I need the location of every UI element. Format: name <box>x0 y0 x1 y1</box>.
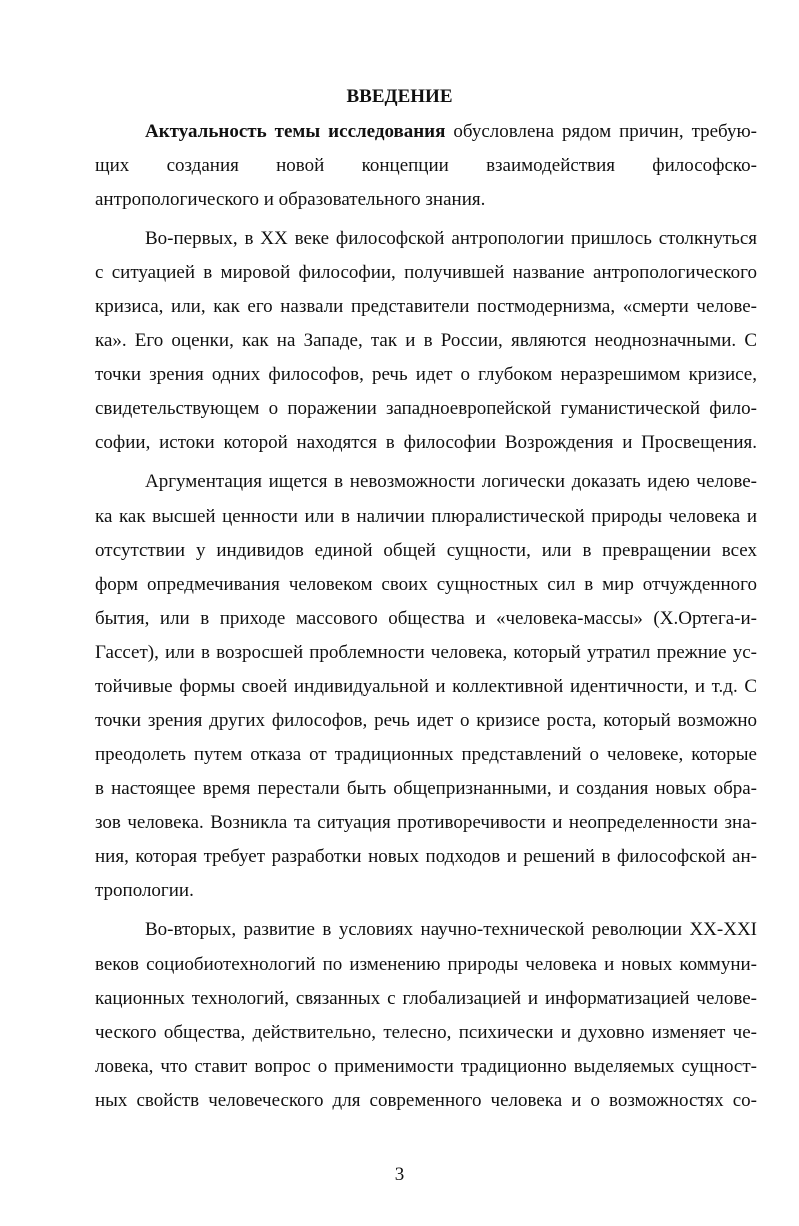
paragraph-1-line-rest: обусловлена рядом причин, требую- <box>445 121 757 142</box>
paragraph-4-line: Во-вторых, развитие в условиях научно-технической революции XX-XXI <box>145 919 757 940</box>
paragraph-4-line: кационных технологий, связанных с глобализацией и информатизацией челове- <box>95 988 757 1009</box>
paragraph-3-line: ния, которая требует разработки новых подходов и решений в философской ан- <box>95 846 757 867</box>
paragraph-4-line: ческого общества, действительно, телесно, психически и духовно изменяет че- <box>95 1022 757 1043</box>
bold-lead-phrase: Актуальность темы исследования <box>145 121 446 142</box>
paragraph-3-line: Аргументация ищется в невозможности логически доказать идею челове- <box>145 471 757 492</box>
paragraph-2-line: свидетельствующем о поражении западноевропейской гуманистической фило- <box>95 398 757 419</box>
paragraph-3-line: зов человека. Возникла та ситуация противоречивости и неопределенности зна- <box>95 812 757 833</box>
paragraph-3-line: форм опредмечивания человеком своих сущностных сил в мир отчужденного <box>95 574 757 595</box>
paragraph-2-line: с ситуацией в мировой философии, получившей название антропологического <box>95 262 757 283</box>
paragraph-3-line: тойчивые формы своей индивидуальной и коллективной идентичности, и т.д. С <box>95 676 757 697</box>
paragraph-3-line: преодолеть путем отказа от традиционных представлений о человеке, которые <box>95 744 757 765</box>
paragraph-2-line: точки зрения одних философов, речь идет о глубоком неразрешимом кризисе, <box>95 364 757 385</box>
paragraph-2-line: Во-первых, в XX веке философской антропологии пришлось столкнуться <box>145 228 757 249</box>
paragraph-3-line: точки зрения других философов, речь идет о кризисе роста, который возможно <box>95 710 757 731</box>
page-number: 3 <box>394 1164 405 1185</box>
paragraph-3-line: отсутствии у индивидов единой общей сущности, или в превращении всех <box>95 540 757 561</box>
paragraph-3-line: тропологии. <box>95 880 194 901</box>
paragraph-2-line: софии, истоки которой находятся в философии Возрождения и Просвещения. <box>95 432 757 453</box>
paragraph-2-line: ка». Его оценки, как на Западе, так и в России, являются неоднозначными. С <box>95 330 757 351</box>
paragraph-1-line <box>145 115 757 149</box>
paragraph-3-line: в настоящее время перестали быть общепризнанными, и создания новых обра- <box>95 778 757 799</box>
paragraph-4-line: ловека, что ставит вопрос о применимости традиционно выделяемых сущност- <box>95 1056 757 1077</box>
paragraph-2-line: кризиса, или, как его назвали представители постмодернизма, «смерти челове- <box>95 296 757 317</box>
paragraph-4-line: ных свойств человеческого для современного человека и о возможностях со- <box>95 1090 757 1111</box>
paragraph-1-line: щих создания новой концепции взаимодействия философско- <box>95 155 757 176</box>
paragraph-3-line: бытия, или в приходе массового общества и «человека-массы» (Х.Ортега-и- <box>95 608 757 629</box>
paragraph-3-line: Гассет), или в возросшей проблемности человека, который утратил прежние ус- <box>95 642 757 663</box>
page-title: ВВЕДЕНИЕ <box>346 86 453 107</box>
paragraph-4-line: веков социобиотехнологий по изменению природы человека и новых коммуни- <box>95 954 757 975</box>
paragraph-1-line: антропологического и образовательного знания. <box>95 189 486 210</box>
paragraph-3-line: ка как высшей ценности или в наличии плюралистической природы человека и <box>95 506 757 527</box>
